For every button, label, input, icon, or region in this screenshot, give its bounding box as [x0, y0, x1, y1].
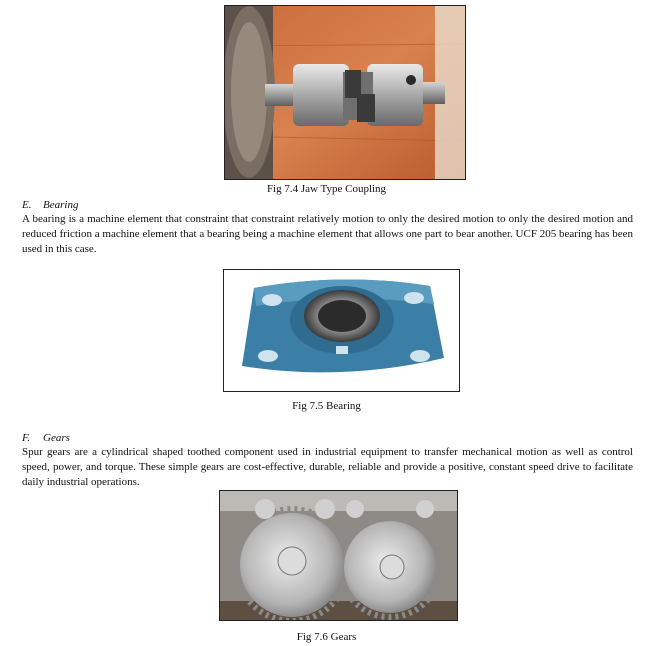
section-title: Gears [43, 432, 70, 444]
section-body: Spur gears are a cylindrical shaped toothed component used in industrial equipment to transfer mechanical motion as well as control speed, power, and torque. These simple gears are cost-effective, durable, reliable and provide a positive, constant speed drive to facilitate daily industrial operations. [22, 446, 633, 488]
section-body: A bearing is a machine element that constraint that constraint relatively motion to only the desired motion to only the desired motion and reduced friction a machine element that a bearing being a machine element that allows one part to bear another. UCF 205 bearing has been used in this case. [22, 213, 633, 255]
section-letter: E. [22, 199, 32, 211]
figure-caption: Fig 7.5 Bearing [292, 400, 361, 412]
section-heading [22, 432, 70, 445]
bearing-photo [223, 269, 460, 392]
gears-photo [219, 490, 458, 621]
figure-caption: Fig 7.6 Gears [296, 631, 357, 643]
section-title: Bearing [43, 199, 79, 211]
figure-caption: Fig 7.4 Jaw Type Coupling [266, 183, 387, 195]
section-heading [22, 199, 78, 212]
jaw-coupling-photo [224, 5, 466, 180]
section-letter: F. [22, 432, 31, 444]
